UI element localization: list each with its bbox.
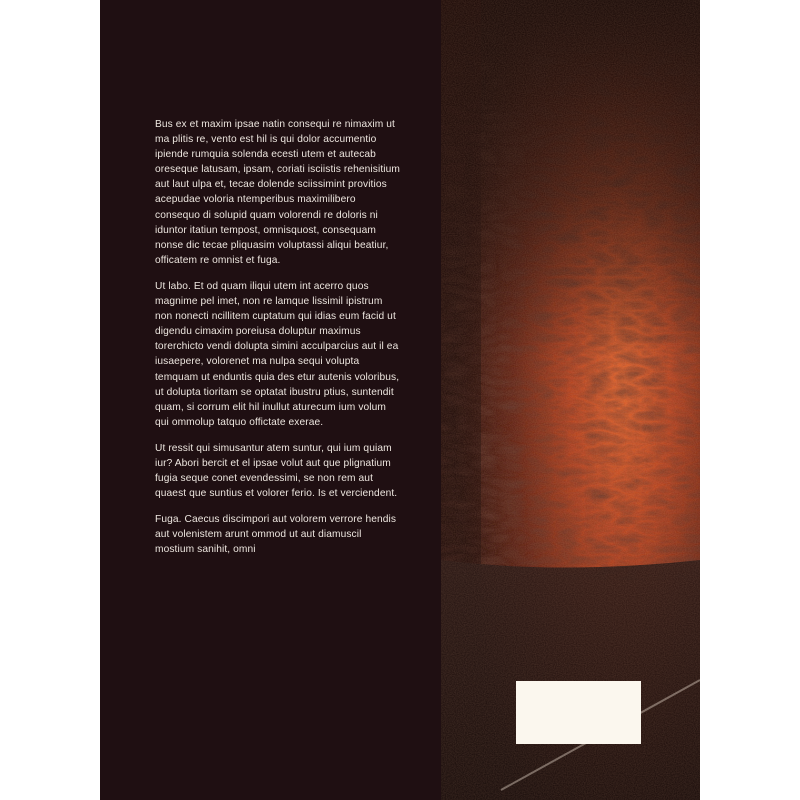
white-label-box — [516, 681, 641, 744]
body-paragraph-2: Ut labo. Et od quam iliqui utem int acerro quos magnime pel imet, non re lamque lissimil ipistrum non nonecti ncillitem cuptatum qui idias eum facid ut digendu cimaxim poreiusa doluptur maximus torerchicto vendi dolupta simini acculparcius aut il ea iusaepere, volorenet ma nulpa sequi volupta temquam ut enduntis quia des etur autenis voloribus, ut dolupta tioritam se optatat ibustru ptius, suntendit quam, si corrum elit hil inullut aturecum ium volum qui ommolup tatquo offictate exerae. — [155, 280, 400, 428]
body-paragraph-3: Ut ressit qui simusantur atem suntur, qui ium quiam iur? Abori bercit et el ipsae volut aut que plignatium fugia seque conet evendessimi, se non rem aut quaest que suntius et volorer ferio. Is et verciendent. — [155, 442, 398, 500]
body-paragraph-4: Fuga. Caecus discimpori aut volorem verrore hendis aut volenistem arunt ommod ut aut diamuscil mostium sanihit, omni — [155, 514, 397, 556]
cave-rock-photo — [441, 0, 700, 800]
document-page — [100, 0, 700, 800]
body-text-column — [155, 117, 401, 569]
body-paragraph-1: Bus ex et maxim ipsae natin consequi re nimaxim ut ma plitis re, vento est hil is qui dolor accumentio ipiende rumquia solenda ecesti utem et autecab oreseque latusam, ipsam, coriati isciistis rehenisitium aut laut ulpa et, tecae dolende sciissimint provitios acepudae voloria ntemperibus maximilibero consequo di solupid quam volorendi re doloris ni iduntor itatiun tempost, omnisquost, consequam nonse dic tecae pliquasim voluptassi aliqui beatiur, officatem re omnist et fuga. — [155, 119, 400, 266]
